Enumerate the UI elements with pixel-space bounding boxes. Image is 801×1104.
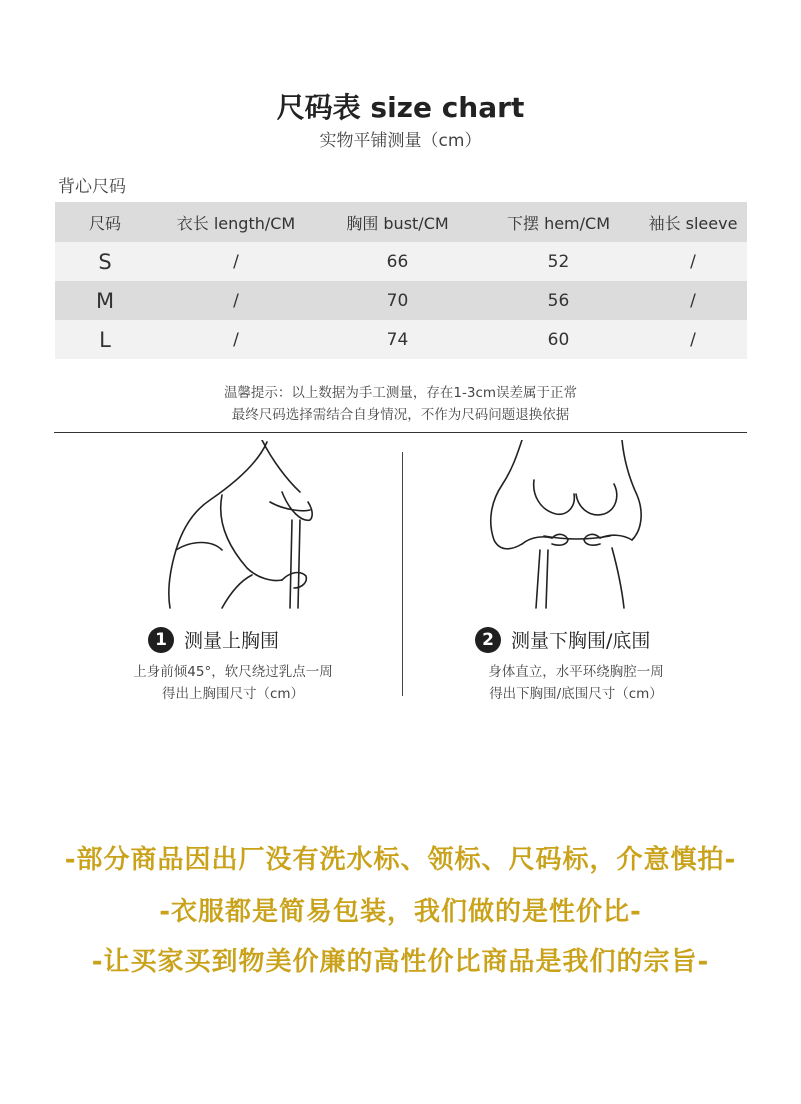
step-1-heading: [148, 626, 279, 653]
table-row: [55, 281, 747, 320]
length-cell: /: [233, 251, 239, 272]
hem-cell: 60: [547, 329, 570, 350]
step-2-title: 测量下胸围/底围: [511, 630, 651, 652]
banner-line-3: -让买家买到物美价廉的高性价比商品是我们的宗旨-: [91, 947, 710, 977]
page-title: 尺码表 size chart: [276, 91, 525, 124]
step-1-desc-line: 上身前倾45°，软尺绕过乳点一周: [133, 664, 333, 680]
vertical-divider: [402, 452, 403, 696]
hem-cell: 52: [547, 251, 570, 272]
header-bust: 胸围 bust/CM: [346, 213, 449, 233]
step-1-title: 测量上胸围: [184, 630, 280, 652]
bust-cell: 74: [386, 329, 409, 350]
header-hem: 下摆 hem/CM: [506, 213, 611, 233]
bust-cell: 66: [386, 251, 409, 272]
table-row: [55, 320, 747, 359]
header-size: 尺码: [88, 213, 121, 233]
step-2-number-badge: 2: [475, 627, 501, 653]
step-2-desc-line: 身体直立，水平环绕胸腔一周: [488, 664, 664, 680]
length-cell: /: [233, 329, 239, 350]
under-bust-illustration: [472, 440, 672, 610]
section-label: 背心尺码: [58, 177, 126, 197]
length-cell: /: [233, 290, 239, 311]
header-sleeve: 袖长 sleeve: [648, 213, 738, 233]
header-length: 衣长 length/CM: [176, 213, 296, 233]
measurement-notes: [0, 382, 801, 426]
banner-line-1: -部分商品因出厂没有洗水标、领标、尺码标，介意慎拍-: [64, 845, 737, 875]
bust-cell: 70: [386, 290, 409, 311]
step-1-desc-line: 得出上胸围尺寸（cm）: [161, 686, 305, 702]
upper-bust-illustration: [162, 440, 362, 610]
hem-cell: 56: [547, 290, 570, 311]
size-cell: M: [95, 288, 115, 313]
step-2-desc-line: 得出下胸围/底围尺寸（cm）: [489, 686, 663, 702]
page-subtitle: 实物平铺测量（cm）: [319, 131, 482, 151]
size-table: [55, 202, 747, 359]
table-row: [55, 242, 747, 281]
step-2-heading: [475, 626, 650, 653]
note-line: 温馨提示：以上数据为手工测量，存在1-3cm误差属于正常: [223, 385, 578, 401]
sleeve-cell: /: [690, 329, 696, 350]
size-cell: S: [98, 249, 112, 274]
step-1-description: [83, 661, 383, 705]
banner-line-2: -衣服都是简易包装，我们做的是性价比-: [159, 897, 642, 927]
sleeve-cell: /: [690, 290, 696, 311]
size-cell: L: [99, 327, 111, 352]
step-2-description: [426, 661, 726, 705]
step-1-number-badge: 1: [148, 627, 174, 653]
table-header-row: [55, 202, 747, 242]
sleeve-cell: /: [690, 251, 696, 272]
note-line: 最终尺码选择需结合自身情况，不作为尺码问题退换依据: [231, 407, 570, 423]
divider-line: [54, 432, 747, 433]
